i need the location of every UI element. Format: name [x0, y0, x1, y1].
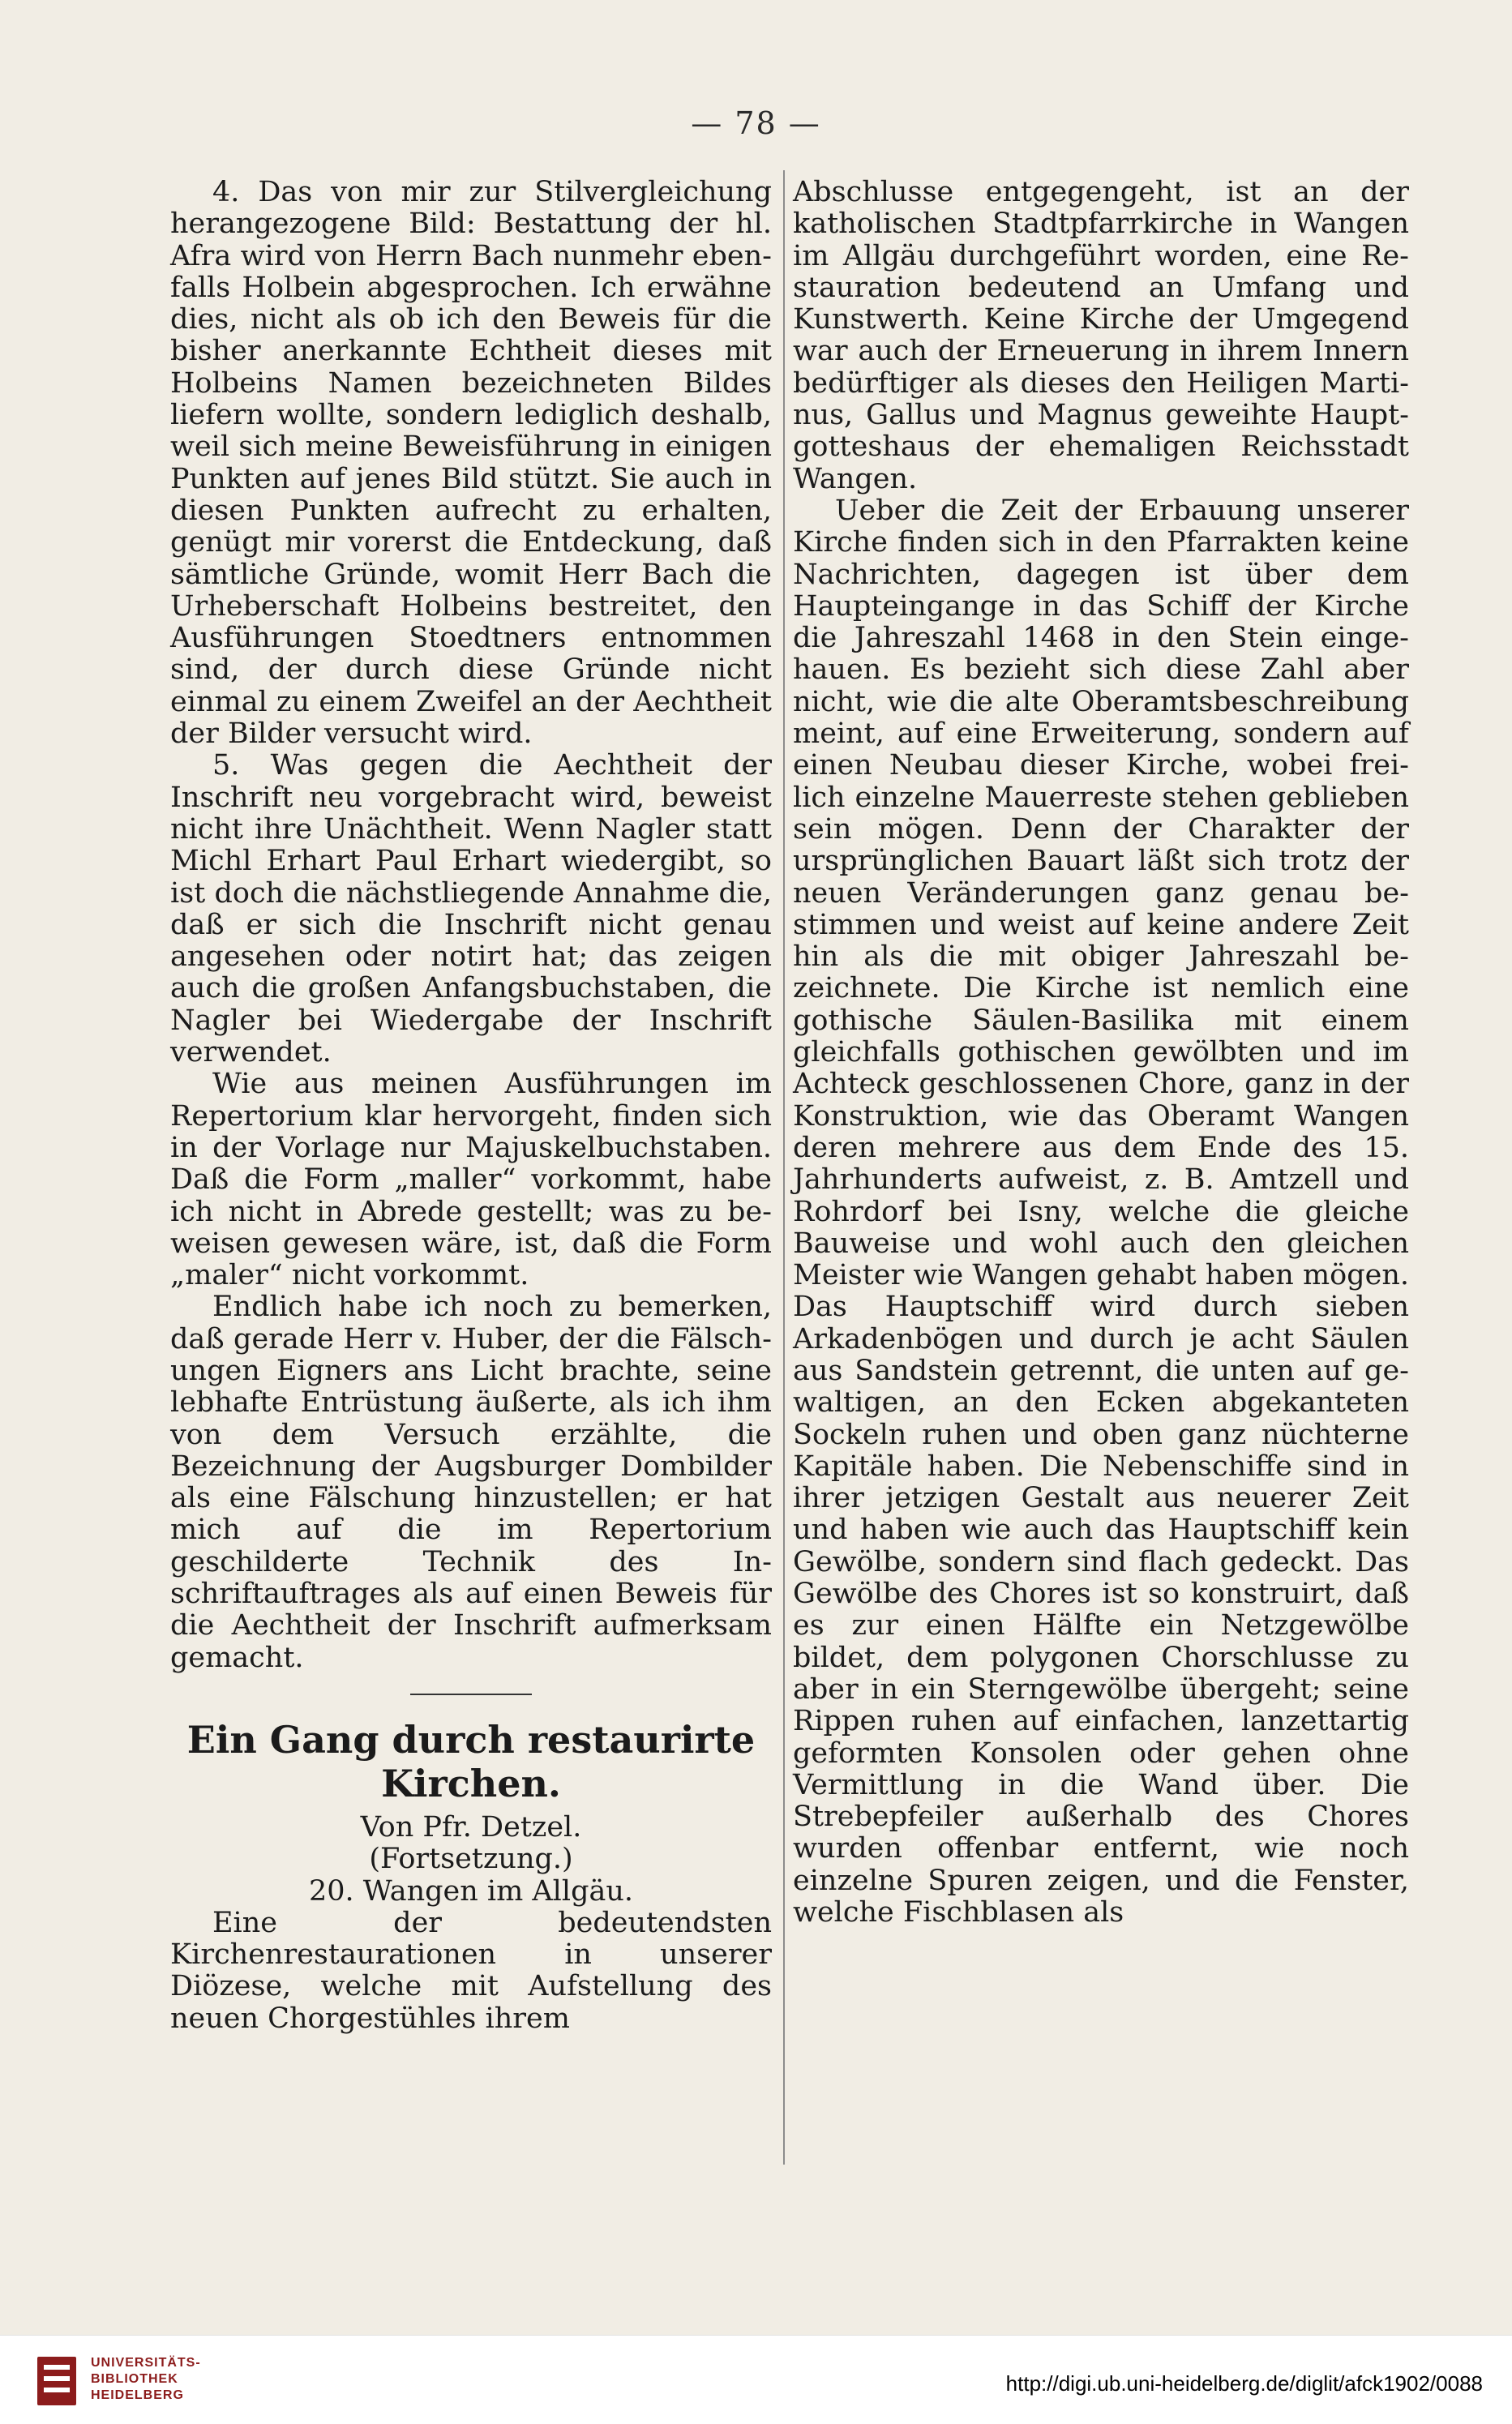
byline: Von Pfr. Detzel. — [360, 1810, 582, 1844]
left-column — [170, 177, 772, 2035]
paragraph: Abschlusse entgegengeht, ist an der katholischen Stadtpfarrkirche in Wangen im Allgäu durchgeführt worden, eine Restauration bedeutend an Umfang und Kunstwerth. Keine Kirche der Umgegend war auch der Erneuerung in ihrem Innern bedürftiger als dieses den Heiligen Martinus, Gallus und Magnus geweihte Hauptgotteshaus der ehemaligen Reichsstadt Wangen. — [793, 176, 1409, 495]
page-number: — 78 — — [691, 105, 821, 141]
paragraph: Eine der bedeutendsten Kirchenrestaurationen in unserer Diözese, welche mit Aufstellung des neuen Chorgestühles ihrem — [170, 1906, 772, 2035]
right-column — [793, 177, 1409, 1929]
paragraph: 4. Das von mir zur Stilvergleichung herangezogene Bild: Bestattung der hl. Afra wird von Herrn Bach nunmehr ebenfalls Holbein abgesprochen. Ich erwähne dies, nicht als ob ich den Beweis für die bisher anerkannte Echtheit dieses mit Holbeins Namen bezeichneten Bildes liefern wollte, sondern lediglich deshalb, weil sich meine Beweisführung in einigen Punkten auf jenes Bild stützt. Sie auch in diesen Punkten aufrecht zu erhalten, genügt mir vorerst die Entdeckung, daß sämtliche Gründe, womit Herr Bach die Urheberschaft Holbeins bestreitet, den Ausführungen Stoedtners entnommen sind, der durch diese Gründe nicht einmal zu einem Zweifel an der Aechtheit der Bilder versucht wird. — [170, 176, 772, 751]
paragraph: 5. Was gegen die Aechtheit der Inschrift neu vorgebracht wird, beweist nicht ihre Unächtheit. Wenn Nagler statt Michl Erhart Paul Erhart wiedergibt, so ist doch die nächstliegende Annahme die, daß er sich die Inschrift nicht genau angesehen oder notirt hat; das zeigen auch die großen Anfangsbuchstaben, die Nagler bei Wiedergabe der Inschrift verwendet. — [170, 749, 772, 1069]
paragraph: Wie aus meinen Ausführungen im Repertorium klar hervorgeht, finden sich in der Vorlage nur Majuskelbuchstaben. Daß die Form „maller“ vorkommt, habe ich nicht in Abrede gestellt; was zu beweisen gewesen wäre, ist, daß die Form „maler“ nicht vorkommt. — [170, 1068, 772, 1292]
source-url[interactable]: http://digi.ub.uni-heidelberg.de/diglit/afck1902/0088 — [1005, 2371, 1483, 2396]
paragraph: Ueber die Zeit der Erbauung unserer Kirche finden sich in den Pfarrakten keine Nachrichten, dagegen ist über dem Haupteingange in das Schiff der Kirche die Jahreszahl 1468 in den Stein eingehauen. Es bezieht sich diese Zahl aber nicht, wie die alte Oberamtsbeschreibung meint, auf eine Erweiterung, sondern auf einen Neubau dieser Kirche, wobei freilich einzelne Mauerreste stehen geblieben sein mögen. Denn der Charakter der ursprünglichen Bauart läßt sich trotz der neuen Veränderungen ganz genau bestimmen und weist auf keine andere Zeit hin als die mit obiger Jahreszahl bezeichnete. Die Kirche ist nemlich eine gothische Säulen-Basilika mit einem gleichfalls gothischen gewölbten und im Achteck geschlossenen Chore, ganz in der Konstruktion, wie das Oberamt Wangen deren mehrere aus dem Ende des 15. Jahrhunderts aufweist, z. B. Amtzell und Rohrdorf bei Isny, welche die gleiche Bauweise und wohl auch den gleichen Meister wie Wangen gehabt haben mögen. Das Hauptschiff wird durch sieben Arkadenbögen und durch je acht Säulen aus Sandstein getrennt, die unten auf gewaltigen, an den Ecken abgekanteten Sockeln ruhen und oben ganz nüchterne Kapitäle haben. Die Nebenschiffe sind in ihrer jetzigen Gestalt aus neuerer Zeit und haben wie auch das Hauptschiff kein Gewölbe, sondern sind flach gedeckt. Das Gewölbe des Chores ist so konstruirt, daß es zur einen Hälfte ein Netzgewölbe bildet, dem polygonen Chorschlusse zu aber in ein Sterngewölbe übergeht; seine Rippen ruhen auf einfachen, lanzettartig geformten Konsolen oder gehen ohne Vermittlung in die Wand über. Die Strebepfeiler außerhalb des Chores wurden offenbar entfernt, wie noch einzelne Spuren zeigen, und die Fenster, welche Fischblasen als — [793, 494, 1409, 1929]
university-library-logo-icon — [34, 2352, 79, 2410]
continuation-note: (Fortsetzung.) — [369, 1843, 573, 1876]
article-title: Ein Gang durch restaurirte Kirchen. — [186, 1717, 756, 1805]
section-separator — [410, 1694, 532, 1695]
library-name: UNIVERSITÄTS- BIBLIOTHEK HEIDELBERG — [91, 2356, 201, 2402]
column-divider — [783, 170, 785, 2165]
section-heading: 20. Wangen im Allgäu. — [308, 1874, 634, 1908]
paragraph: Endlich habe ich noch zu bemerken, daß gerade Herr v. Huber, der die Fälschungen Eigners ans Licht brachte, seine lebhafte Entrüstung äußerte, als ich ihm von dem Versuch erzählte, die Bezeichnung der Augsburger Dombilder als eine Fälschung hinzustellen; er hat mich auf die im Repertorium geschilderte Technik des Inschriftauftrages als auf einen Beweis für die Aechtheit der Inschrift aufmerksam gemacht. — [170, 1291, 772, 1674]
footer-bar — [0, 2335, 1512, 2424]
